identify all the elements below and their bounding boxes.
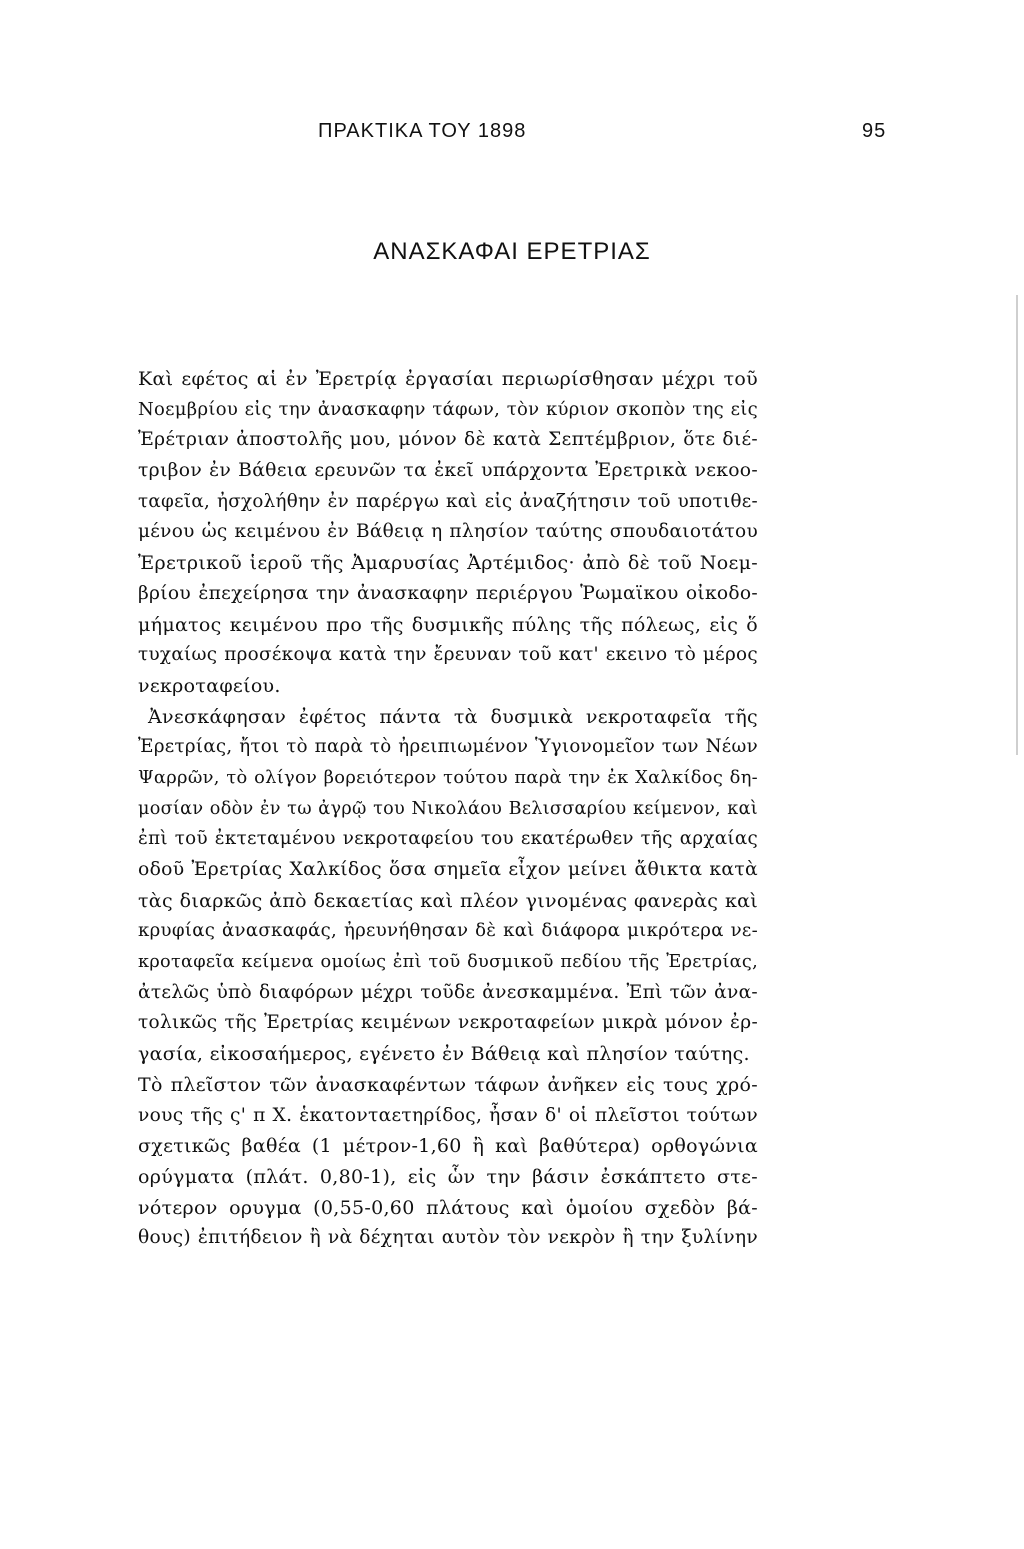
text-line: τὰς διαρκῶς ἀπὸ δεκαετίας καὶ πλέον γινομένας φανερὰς καὶ — [138, 889, 758, 912]
text-line: οδοῦ Ἐρετρίας Χαλκίδος ὅσα σημεῖα εἶχον μείνει ἄθικτα κατὰ — [138, 859, 758, 880]
text-line: Ἐρέτριαν ἀποστολῆς μου, μόνον δὲ κατὰ Σεπτέμβριον, ὅτε διέ- — [138, 429, 758, 451]
text-line: τυχαίως προσέκοψα κατὰ την ἔρευναν τοῦ κατ' εκεινο τὸ μέρος — [138, 644, 758, 666]
text-line: θους) ἐπιτήδειον ἢ νὰ δέχηται αυτὸν τὸν νεκρὸν ἢ την ξυλίνην — [138, 1227, 758, 1249]
page-number: 95 — [862, 120, 887, 142]
section-title: ΑΝΑΣΚΑΦΑΙ ΕΡΕΤΡΙΑΣ — [373, 238, 651, 265]
text-line: Ἐρετρικοῦ ἱεροῦ τῆς Ἀμαρυσίας Ἀρτέμιδος· ἀπὸ δὲ τοῦ Νοεμ- — [138, 552, 758, 575]
text-line: σχετικῶς βαθέα (1 μέτρον-1,60 ἢ καὶ βαθύτερα) ορθογώνια — [138, 1135, 758, 1158]
text-line: ἐπὶ τοῦ ἐκτεταμένου νεκροταφείου του εκατέρωθεν τῆς αρχαίας — [138, 828, 758, 850]
body-text — [138, 364, 758, 1254]
text-line: τριβον ἐν Βάθεια ερευνῶν τα ἐκεῖ υπάρχοντα Ἐρετρικὰ νεκοο- — [138, 460, 758, 482]
text-line: ορύγματα (πλάτ. 0,80-1), εἰς ὧν την βάσιν ἐσκάπτετο στε- — [138, 1165, 758, 1188]
text-line: νότερον ορυγμα (0,55-0,60 πλάτους καὶ ὁμοίου σχεδὸν βά- — [138, 1196, 758, 1219]
text-line: ταφεῖα, ἠσχολήθην ἐν παρέργω καὶ εἰς ἀναζήτησιν τοῦ υποτιθε- — [138, 490, 758, 512]
text-line: ἀτελῶς ὑπὸ διαφόρων μέχρι τοῦδε ἀνεσκαμμένα. Ἐπὶ τῶν ἀνα- — [138, 981, 758, 1003]
text-line: γασία, εἰκοσαήμερος, εγένετο ἐν Βάθειᾳ καὶ πλησίον ταύτης. — [138, 1043, 750, 1066]
text-line: μήματος κειμένου προ τῆς δυσμικῆς πύλης τῆς πόλεως, εἰς ὅ — [138, 613, 758, 636]
text-line: μοσίαν οδὸν ἐν τω ἀγρῷ του Νικολάου Βελισσαρίου κείμενον, καὶ — [138, 798, 758, 819]
text-line: Νοεμβρίου εἰς την ἀνασκαφην τάφων, τὸν κύριον σκοπὸν της εἰς — [138, 398, 758, 420]
text-line: Ἐρετρίας, ἤτοι τὸ παρὰ τὸ ἠρειπιωμένον Ὑγιονομεῖον των Νέων — [138, 736, 758, 758]
margin-rule — [1016, 295, 1018, 755]
text-line: νους τῆς ς' π Χ. ἑκατονταετηρίδος, ἦσαν δ' οἱ πλεῖστοι τούτων — [138, 1104, 758, 1126]
text-line: νεκροταφείου. — [138, 674, 281, 697]
text-line: κρυφίας ἀνασκαφάς, ἠρευνήθησαν δὲ καὶ διάφορα μικρότερα νε- — [138, 920, 758, 942]
text-line: μένου ὡς κειμένου ἐν Βάθειᾳ η πλησίον ταύτης σπουδαιοτάτου — [138, 521, 758, 543]
text-line: βρίου ἐπεχείρησα την ἀνασκαφην περιέργου Ῥωμαϊκου οἰκοδο- — [138, 582, 758, 604]
text-line: Ἀνεσκάφησαν ἐφέτος πάντα τὰ δυσμικὰ νεκροταφεῖα τῆς — [148, 705, 758, 728]
running-head — [0, 120, 1024, 150]
text-line: Τὸ πλεῖστον τῶν ἀνασκαφέντων τάφων ἀνῆκεν εἰς τους χρό- — [138, 1073, 758, 1096]
text-line: τολικῶς τῆς Ἐρετρίας κειμένων νεκροταφείων μικρὰ μόνον ἐρ- — [138, 1012, 758, 1034]
text-line: κροταφεῖα κείμενα ομοίως ἐπὶ τοῦ δυσμικοῦ πεδίου τῆς Ἐρετρίας, — [138, 952, 758, 973]
running-head-title: ΠΡΑΚΤΙΚΑ ΤΟΥ 1898 — [318, 120, 527, 142]
text-line: Καὶ εφέτος αἱ ἐν Ἐρετρίᾳ ἐργασίαι περιωρίσθησαν μέχρι τοῦ — [138, 368, 758, 390]
text-line: Ψαρρῶν, τὸ ολίγον βορειότερον τούτου παρὰ την ἐκ Χαλκίδος δη- — [138, 766, 758, 788]
